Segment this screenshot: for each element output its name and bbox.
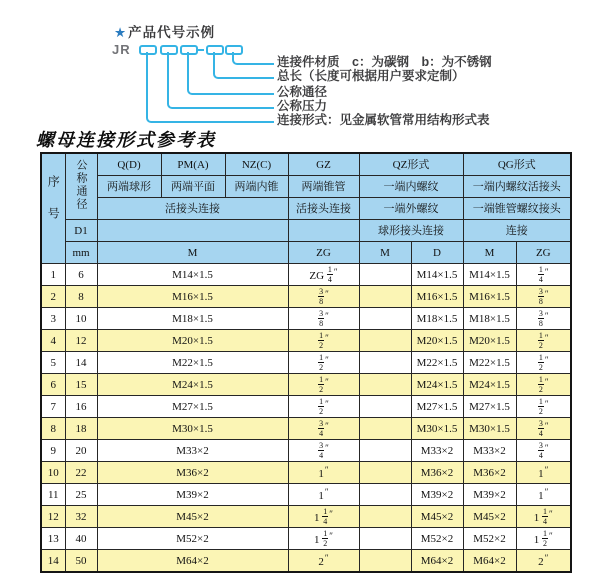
table-cell: $\frac{3}{8}$ ″	[288, 286, 359, 308]
table-cell: $\frac{3}{4}$ ″	[516, 418, 571, 440]
table-cell: 2″	[288, 550, 359, 573]
table-cell: 8	[41, 418, 65, 440]
table-row	[41, 528, 571, 550]
header-nz-desc: 两端内锥	[225, 176, 288, 198]
header-unit-qg-zg: ZG	[516, 242, 571, 264]
table-cell: M36×2	[97, 462, 288, 484]
table-cell: M18×1.5	[463, 308, 516, 330]
table-cell: M30×1.5	[411, 418, 463, 440]
table-row	[41, 308, 571, 330]
table-cell: M64×2	[463, 550, 516, 573]
table-cell: M18×1.5	[411, 308, 463, 330]
label-form: 连接形式：见金属软管常用结构形式表	[277, 113, 490, 127]
table-cell: $\frac{1}{2}$ ″	[288, 352, 359, 374]
table-cell: $\frac{3}{8}$ ″	[516, 308, 571, 330]
table-cell: M33×2	[411, 440, 463, 462]
table-cell: M16×1.5	[411, 286, 463, 308]
header-d1: D1	[65, 220, 97, 242]
table-cell: M22×1.5	[97, 352, 288, 374]
header-col-nz: NZ(C)	[225, 153, 288, 176]
table-cell: 12	[41, 506, 65, 528]
table-cell: M45×2	[463, 506, 516, 528]
table-row	[41, 264, 571, 286]
table-cell: 1 $\frac{1}{2}$ ″	[288, 528, 359, 550]
table-cell	[359, 330, 411, 352]
table-cell: 6	[41, 374, 65, 396]
header-empty-gz	[288, 220, 359, 242]
table-cell	[359, 264, 411, 286]
table-cell: M39×2	[463, 484, 516, 506]
table-cell: 14	[41, 550, 65, 573]
label-length: 总长（长度可根据用户要求定制）	[277, 69, 465, 83]
table-cell: ZG $\frac{1}{4}$ ″	[288, 264, 359, 286]
table-cell: M33×2	[97, 440, 288, 462]
table-cell	[359, 286, 411, 308]
table-cell: 10	[65, 308, 97, 330]
table-cell: M16×1.5	[463, 286, 516, 308]
table-cell: M33×2	[463, 440, 516, 462]
header-qg-desc3: 连接	[463, 220, 571, 242]
table-cell: M27×1.5	[97, 396, 288, 418]
header-qg-desc2: 一端锥管螺纹接头	[463, 198, 571, 220]
table-cell	[359, 374, 411, 396]
code-prefix: JR	[112, 42, 131, 57]
table-cell: M64×2	[97, 550, 288, 573]
table-cell: M14×1.5	[463, 264, 516, 286]
table-cell	[359, 528, 411, 550]
table-cell: 32	[65, 506, 97, 528]
table-cell	[359, 484, 411, 506]
table-cell: 13	[41, 528, 65, 550]
table-row	[41, 330, 571, 352]
table-cell: 6	[65, 264, 97, 286]
table-cell: 8	[65, 286, 97, 308]
table-cell: 22	[65, 462, 97, 484]
table-cell	[359, 352, 411, 374]
star-icon: ★	[114, 25, 128, 40]
table-cell	[359, 440, 411, 462]
table-cell: $\frac{1}{2}$ ″	[288, 330, 359, 352]
table-row	[41, 506, 571, 528]
table-cell: $\frac{3}{8}$ ″	[516, 286, 571, 308]
table-cell: M39×2	[411, 484, 463, 506]
header-col-qz: QZ形式	[359, 153, 463, 176]
header-seq: 序号	[41, 153, 65, 264]
table-row	[41, 396, 571, 418]
header-col-pm: PM(A)	[161, 153, 225, 176]
table-cell: M64×2	[411, 550, 463, 573]
table-cell: 40	[65, 528, 97, 550]
header-empty-left	[97, 220, 288, 242]
table-header	[41, 153, 571, 264]
header-col-q: Q(D)	[97, 153, 161, 176]
product-code-example-title	[114, 21, 215, 41]
table-cell: M36×2	[463, 462, 516, 484]
table-cell: M22×1.5	[463, 352, 516, 374]
table-row	[41, 462, 571, 484]
table-cell: M39×2	[97, 484, 288, 506]
label-material: 连接件材质 c：为碳钢 b：为不锈钢	[277, 55, 492, 69]
connector-line-form	[146, 52, 274, 123]
table-row	[41, 550, 571, 573]
header-unit-qg-m: M	[463, 242, 516, 264]
table-cell: $\frac{3}{4}$ ″	[288, 418, 359, 440]
table-row	[41, 484, 571, 506]
table-cell: 12	[65, 330, 97, 352]
product-code-example-text: 产品代号示例	[128, 25, 216, 40]
table-cell: M14×1.5	[97, 264, 288, 286]
table-row	[41, 418, 571, 440]
table-cell: 25	[65, 484, 97, 506]
table-cell: 1	[41, 264, 65, 286]
table-cell: 15	[65, 374, 97, 396]
table-title: 螺母连接形式参考表	[36, 130, 216, 150]
table-cell: M52×2	[411, 528, 463, 550]
nut-connection-reference-table	[40, 152, 572, 573]
table-cell	[359, 418, 411, 440]
table-cell: M20×1.5	[463, 330, 516, 352]
header-qz-desc: 一端内螺纹	[359, 176, 463, 198]
label-pressure: 公称压力	[277, 99, 328, 113]
table-cell: 1″	[288, 462, 359, 484]
header-unit-qz-m: M	[359, 242, 411, 264]
header-qz-desc2: 一端外螺纹	[359, 198, 463, 220]
header-gz-desc2: 活接头连接	[288, 198, 359, 220]
table-cell: M45×2	[97, 506, 288, 528]
table-cell: $\frac{1}{4}$ ″	[516, 264, 571, 286]
table-cell: 11	[41, 484, 65, 506]
table-cell: M22×1.5	[411, 352, 463, 374]
table-cell	[359, 462, 411, 484]
header-gz-desc: 两端锥管	[288, 176, 359, 198]
table-cell: $\frac{1}{2}$ ″	[516, 352, 571, 374]
table-cell: $\frac{1}{2}$ ″	[516, 374, 571, 396]
table-cell: 3	[41, 308, 65, 330]
table-cell: M24×1.5	[411, 374, 463, 396]
table-cell: M30×1.5	[97, 418, 288, 440]
table-row	[41, 440, 571, 462]
table-cell: M20×1.5	[411, 330, 463, 352]
table-cell: 4	[41, 330, 65, 352]
table-cell: 1″	[516, 484, 571, 506]
header-pm-desc: 两端平面	[161, 176, 225, 198]
table-cell: 1″	[288, 484, 359, 506]
table-cell: 9	[41, 440, 65, 462]
header-qz-desc3: 球形接头连接	[359, 220, 463, 242]
table-cell: $\frac{1}{2}$ ″	[288, 374, 359, 396]
table-cell: M18×1.5	[97, 308, 288, 330]
table-cell	[359, 550, 411, 573]
table-cell: 18	[65, 418, 97, 440]
table-cell: $\frac{3}{8}$ ″	[288, 308, 359, 330]
table-cell: M20×1.5	[97, 330, 288, 352]
table-cell: 20	[65, 440, 97, 462]
table-cell	[359, 506, 411, 528]
table-cell: 2	[41, 286, 65, 308]
table-cell: M30×1.5	[463, 418, 516, 440]
table-cell	[359, 308, 411, 330]
table-cell	[359, 396, 411, 418]
table-row	[41, 286, 571, 308]
table-row	[41, 374, 571, 396]
table-cell: 1 $\frac{1}{4}$ ″	[288, 506, 359, 528]
table-cell: M45×2	[411, 506, 463, 528]
header-q-desc: 两端球形	[97, 176, 161, 198]
table-cell: M36×2	[411, 462, 463, 484]
table-cell: $\frac{3}{4}$ ″	[516, 440, 571, 462]
table-cell: $\frac{1}{2}$ ″	[288, 396, 359, 418]
header-unit-zg: ZG	[288, 242, 359, 264]
header-col-gz: GZ	[288, 153, 359, 176]
label-diameter: 公称通径	[277, 85, 328, 99]
table-cell: 10	[41, 462, 65, 484]
table-body	[41, 264, 571, 573]
table-row	[41, 352, 571, 374]
table-cell: M24×1.5	[97, 374, 288, 396]
table-cell: M27×1.5	[411, 396, 463, 418]
table-cell: M24×1.5	[463, 374, 516, 396]
table-cell: 1″	[516, 462, 571, 484]
table-cell: $\frac{1}{2}$ ″	[516, 330, 571, 352]
table-cell: 2″	[516, 550, 571, 573]
header-qg-desc: 一端内螺纹活接头	[463, 176, 571, 198]
table-cell: 7	[41, 396, 65, 418]
table-cell: M16×1.5	[97, 286, 288, 308]
table-cell: 16	[65, 396, 97, 418]
table-cell: 1 $\frac{1}{2}$ ″	[516, 528, 571, 550]
table-cell: M52×2	[463, 528, 516, 550]
table-cell: 5	[41, 352, 65, 374]
table-cell: M14×1.5	[411, 264, 463, 286]
table-cell: $\frac{3}{4}$ ″	[288, 440, 359, 462]
table-cell: 14	[65, 352, 97, 374]
table-cell: 50	[65, 550, 97, 573]
code-dash	[197, 49, 204, 51]
table-cell: $\frac{1}{2}$ ″	[516, 396, 571, 418]
header-unit-qz-d: D	[411, 242, 463, 264]
header-mm: mm	[65, 242, 97, 264]
header-union-desc: 活接头连接	[97, 198, 288, 220]
header-unit-m: M	[97, 242, 288, 264]
table-cell: M52×2	[97, 528, 288, 550]
header-col-qg: QG形式	[463, 153, 571, 176]
table-cell: 1 $\frac{1}{4}$ ″	[516, 506, 571, 528]
table-cell: M27×1.5	[463, 396, 516, 418]
header-diameter: 公称通径	[65, 153, 97, 220]
